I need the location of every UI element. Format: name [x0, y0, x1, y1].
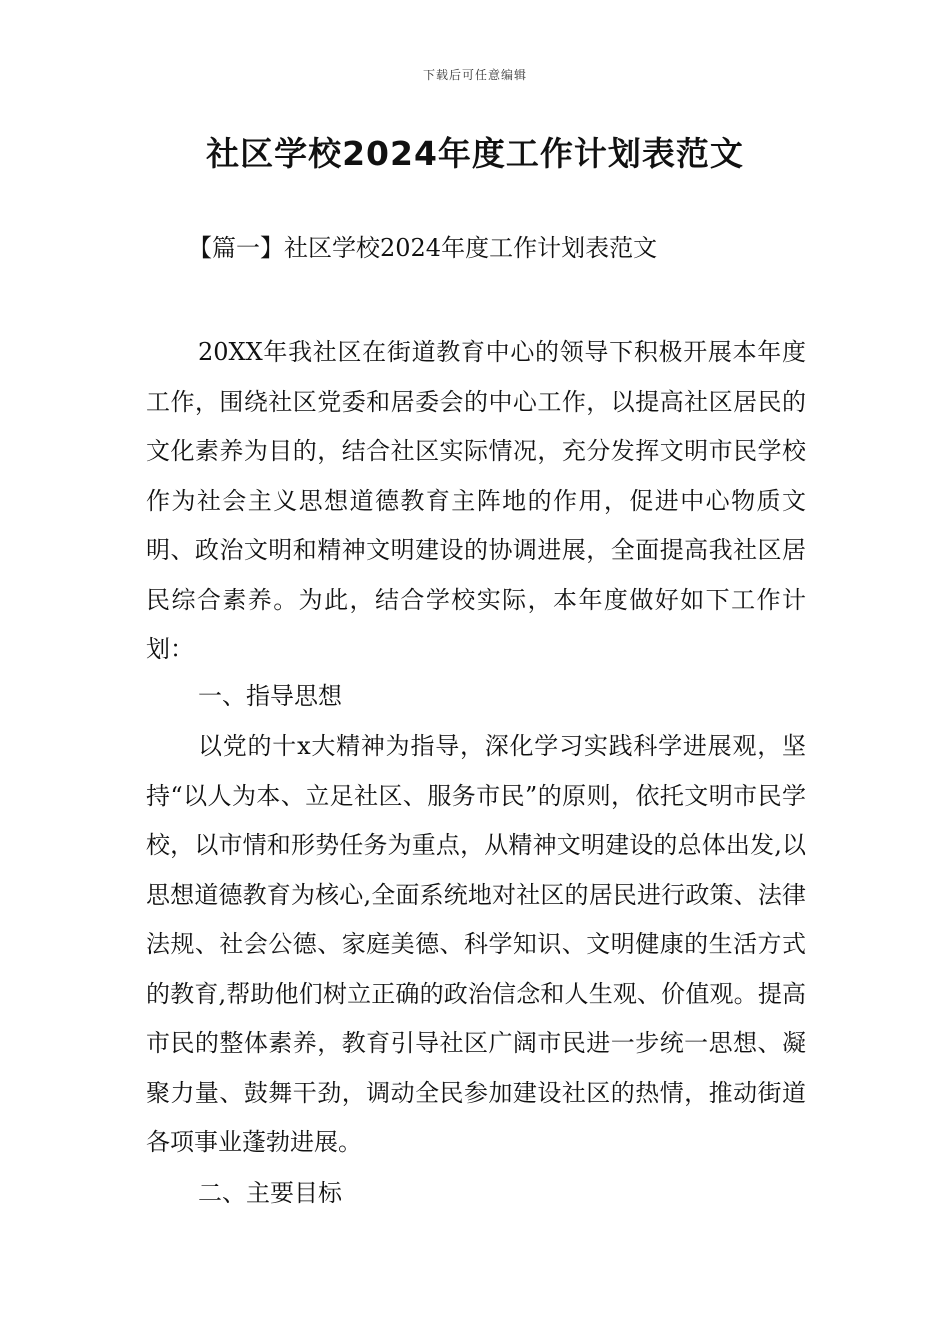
intro-paragraph: 20XX年我社区在街道教育中心的领导下积极开展本年度工作，围绕社区党委和居委会的中心工作，以提高社区居民的文化素养为目的，结合社区实际情况，充分发挥文明市民学校作为社会主义思想道德教育主阵地的作用，促进中心物质文明、政治文明和精神文明建设的协调进展，全面提高我社区居民综合素养。为此，结合学校实际，本年度做好如下工作计划： [146, 338, 806, 663]
guiding-ideology-paragraph: 以党的十x大精神为指导，深化学习实践科学进展观，坚持“以人为本、立足社区、服务市民”的原则，依托文明市民学校，以市情和形势任务为重点，从精神文明建设的总体出发,以思想道德教育为核心,全面系统地对社区的居民进行政策、法律法规、社会公德、家庭美德、科学知识、文明健康的生活方式的教育,帮助他们树立正确的政治信念和人生观、价值观。提高市民的整体素养，教育引导社区广阔市民进一步统一思想、凝聚力量、鼓舞干劲，调动全民参加建设社区的热情，推动街道各项事业蓬勃进展。 [146, 732, 806, 1156]
download-note: 下载后可任意编辑 [422, 68, 527, 82]
heading-guiding-ideology: 一、指导思想 [198, 682, 342, 710]
section-heading: 【篇一】社区学校2024年度工作计划表范文 [188, 234, 658, 262]
heading-main-goals: 二、主要目标 [198, 1179, 342, 1207]
document-title: 社区学校2024年度工作计划表范文 [206, 134, 744, 173]
